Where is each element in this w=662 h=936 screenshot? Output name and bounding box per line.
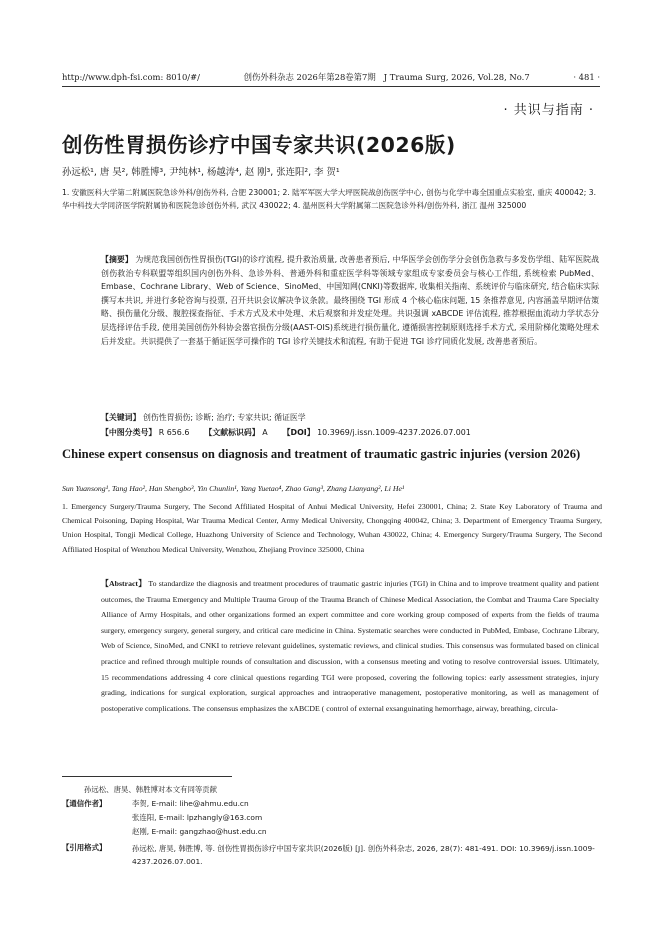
classification-line — [101, 427, 471, 438]
section-tag: · 共识与指南 · — [503, 103, 594, 118]
abstract-en — [101, 576, 599, 716]
corresponding-author-3[interactable]: 赵刚, E-mail: gangzhao@hust.edu.cn — [132, 827, 267, 836]
abstract-cn-label: 【摘要】 — [101, 255, 133, 264]
authors-en: Sun Yuansong¹, Tang Hao², Han Shengbo³, Yin Chunlin¹, Yang Yuetao⁴, Zhao Gang³, Zhang Lianyang², Li He¹ — [62, 484, 405, 493]
abstract-cn-text: 为规范我国创伤性胃损伤(TGI)的诊疗流程, 提升救治质量, 改善患者预后, 中华医学会创伤学分会创伤急救与多发伤学组、陆军医院战创伤救治专科联盟等组织国内创伤外科、急诊外科、普通外科和重症医学科等领域专家组成专家委员会与核心工作组, 系统检索 PubMed、Embase、Cochrane Library、Web of Science、SinoMed、中国知网(CNKI)等数据库, 收集相关指南、系统评价与临床研究, 结合临床实际撰写本共识, 并进行多轮咨询与投票, 召开共识会议解决争议条款。最终围绕 TGI 形成 4 个核心临床问题, 15 条推荐意见, 内容涵盖早期评估策略、损伤量化分级、腹腔探查指征、手术方式及术中处理、术后观察和并发症处理。共识强调 xABCDE 评估流程, 推荐根据血流动力学状态分层选择评估手段, 使用美国创伤外科协会器官损伤分级(AAST-OIS)系统进行损伤量化, 遵循损害控制原则选择手术方式, 采用阶梯化策略处理术后并发症。共识提供了一套基于循证医学可操作的 TGI 诊疗关键技术和流程, 有助于促进 TGI 诊疗同质化发展, 改善患者预后。 — [101, 255, 599, 346]
header-page-number: · 481 · — [573, 72, 600, 82]
header-rule — [62, 86, 600, 87]
affiliations-en: 1. Emergency Surgery/Trauma Surgery, The Second Affiliated Hospital of Anhui Medical University, Hefei 230001, China; 2. State Key Laboratory of Trauma and Chemical Poisoning, Daping Hospital, War Trauma Medical Center, Army Medical University, Chongqing 400042, China; 3. Department of Emergency Trauma Surgery, Union Hospital, Tongji Medical College, Huazhong University of Science and Technology, Wuhan 430022, China; 4. Emergency Surgery/Trauma Surgery, The Second Affiliated Hospital of Wenzhou Medical University, Wenzhou, Zhejiang Province 325000, China — [62, 502, 602, 554]
abstract-cn — [101, 253, 599, 348]
abstract-en-label: 【Abstract】 — [101, 579, 147, 588]
citation-label: 【引用格式】 — [62, 843, 107, 852]
abstract-en-text: To standardize the diagnosis and treatment procedures of traumatic gastric injuries (TGI) in China and to improve treatment quality and patient outcomes, the Trauma Emergency and Multiple Trauma Group of the Trauma Branch of Chinese Medical Association, the Combat and Trauma Care Specialty Alliance of Army Hospitals, and other organizations formed an expert committee and core working group composed of experts from the fields of trauma surgery, emergency surgery, general surgery, and critical care medicine in China. Systematic searches were conducted in PubMed, Embase, Cochrane Library, Web of Science, SinoMed, and CNKI to retrieve relevant guidelines, systematic reviews, and clinical studies. This consensus was formulated based on clinical practice and refined through multiple rounds of consultation and discussion, with a consensus meeting and voting to resolve controversial issues. Ultimately, 15 recommendations addressing 4 core clinical questions regarding TGI were proposed, covering the following topics: early assessment strategies, injury grading, indications for surgical exploration, surgical approaches and intraoperative management, postoperative monitoring, as well as management of postoperative complications. The consensus emphasizes the xABCDE ( control of external exsanguinating hemorrhage, airway, breathing, circula- — [101, 579, 600, 713]
footnote-rule — [62, 776, 232, 777]
clc-value: R 656.6 — [158, 428, 190, 437]
header-journal-cn: 创伤外科杂志 2026年第28卷第7期 — [243, 72, 376, 82]
doi-label: 【DOI】 — [282, 428, 315, 437]
citation-text: 孙远松, 唐昊, 韩胜博, 等. 创伤性胃损伤诊疗中国专家共识(2026版) [J]. 创伤外科杂志, 2026, 28(7): 481-491. DOI: 10.3969/j.issn.1009-4237.2026.07.001. — [132, 844, 595, 866]
doc-code-value: A — [262, 428, 268, 437]
authors-cn: 孙远松¹, 唐 昊², 韩胜博³, 尹纯林¹, 杨越涛⁴, 赵 刚³, 张连阳², 李 贺¹ — [62, 167, 340, 178]
equal-contribution-note: 孙远松、唐昊、韩胜博对本文有同等贡献 — [84, 785, 218, 794]
keywords-cn-label: 【关键词】 — [101, 413, 141, 422]
keywords-cn-text: 创伤性胃损伤; 诊断; 治疗; 专家共识; 循证医学 — [142, 413, 306, 422]
running-header — [62, 70, 600, 84]
doc-code-label: 【文献标识码】 — [204, 428, 260, 437]
corresponding-author-1[interactable]: 李贺, E-mail: lihe@ahmu.edu.cn — [132, 799, 249, 808]
article-title-en: Chinese expert consensus on diagnosis and treatment of traumatic gastric injuries (version 2026) — [62, 447, 581, 461]
keywords-cn — [101, 412, 306, 423]
corresponding-author-2[interactable]: 张连阳, E-mail: lpzhangly@163.com — [132, 813, 263, 822]
article-title-cn: 创伤性胃损伤诊疗中国专家共识(2026版) — [62, 133, 456, 157]
clc-label: 【中图分类号】 — [101, 428, 157, 437]
header-url[interactable]: http://www.dph-fsi.com: 8010/#/ — [62, 72, 200, 82]
corresponding-author-label: 【通信作者】 — [62, 799, 107, 808]
header-journal-en: J Trauma Surg, 2026, Vol.28, No.7 — [383, 72, 530, 82]
affiliations-cn: 1. 安徽医科大学第二附属医院急诊外科/创伤外科, 合肥 230001; 2. 陆军军医大学大坪医院战创伤医学中心, 创伤与化学中毒全国重点实验室, 重庆 400042; 3. 华中科技大学同济医学院附属协和医院急诊创伤外科, 武汉 430022; 4. 温州医科大学附属第二医院急诊外科/创伤外科, 浙江 温州 325000 — [62, 188, 597, 210]
header-journal — [244, 71, 530, 83]
doi-value[interactable]: 10.3969/j.issn.1009-4237.2026.07.001 — [317, 428, 471, 437]
